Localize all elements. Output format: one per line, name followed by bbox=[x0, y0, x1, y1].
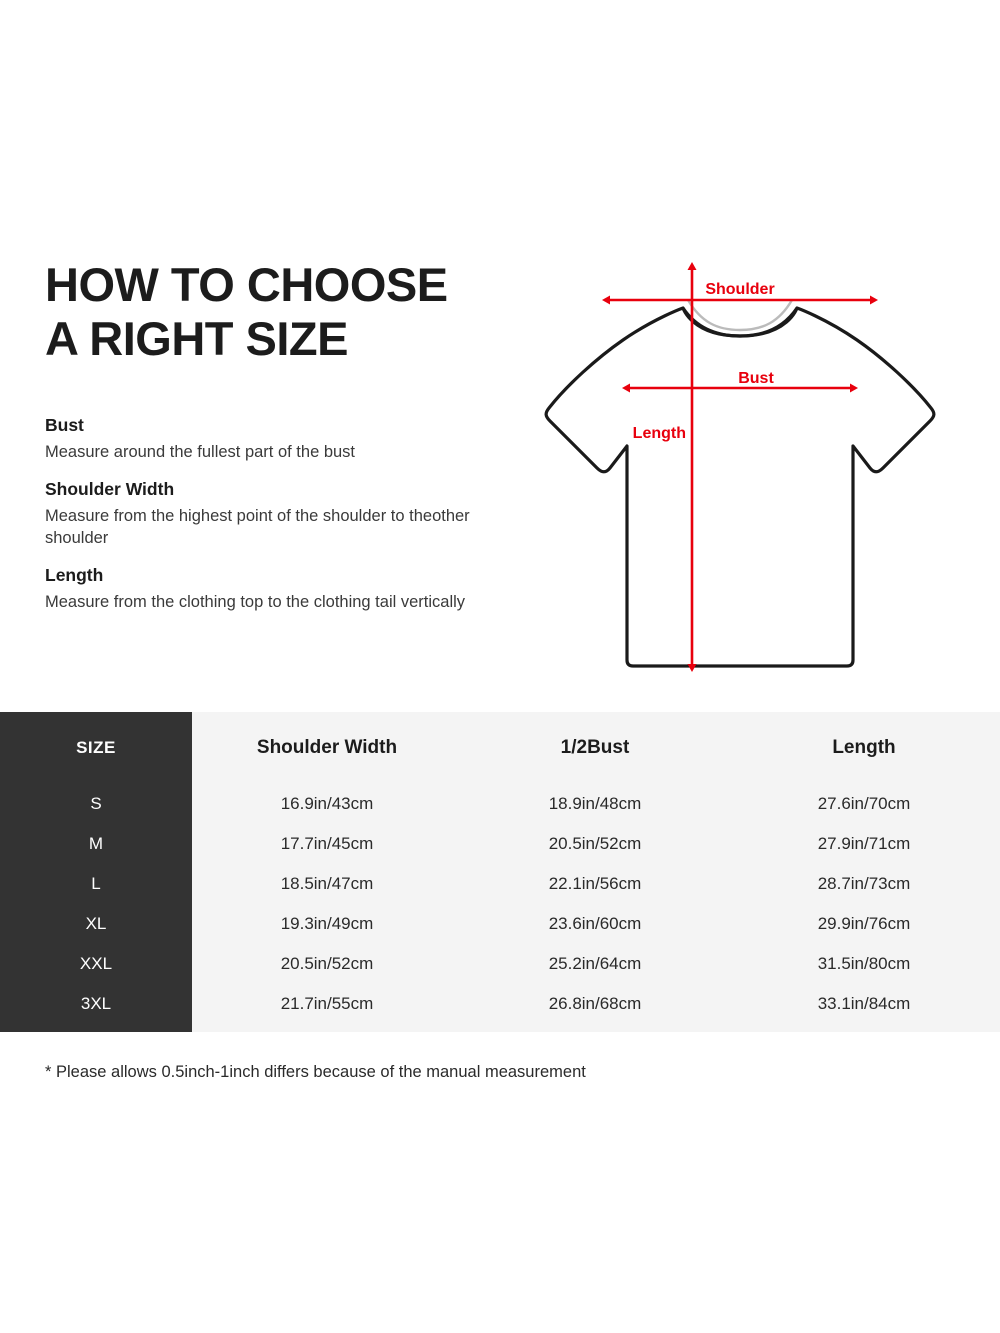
page-title bbox=[45, 258, 515, 366]
cell-length: 27.9in/71cm bbox=[817, 834, 911, 853]
cell-size: S bbox=[90, 794, 102, 813]
cell-half-bust: 23.6in/60cm bbox=[548, 914, 642, 933]
cell-shoulder-width: 17.7in/45cm bbox=[280, 834, 374, 853]
definition-shoulder-width bbox=[45, 479, 515, 549]
bust-dimension-label: Bust bbox=[738, 370, 774, 387]
page-title-line-2: A RIGHT SIZE bbox=[45, 312, 348, 365]
definition-text: Measure around the fullest part of the bust bbox=[45, 443, 356, 461]
cell-half-bust: 26.8in/68cm bbox=[548, 994, 642, 1013]
definition-length bbox=[45, 565, 515, 613]
table-row bbox=[0, 904, 1000, 944]
measurement-footnote: * Please allows 0.5inch-1inch differs because of the manual measurement bbox=[45, 1063, 586, 1081]
table-row bbox=[0, 984, 1000, 1024]
shoulder-dimension-label: Shoulder bbox=[705, 281, 775, 298]
table-header-row bbox=[0, 712, 1000, 784]
definition-text: Measure from the highest point of the shoulder to theother shoulder bbox=[45, 507, 470, 547]
cell-shoulder-width: 20.5in/52cm bbox=[280, 954, 374, 973]
cell-length: 28.7in/73cm bbox=[817, 874, 911, 893]
table-row bbox=[0, 864, 1000, 904]
cell-half-bust: 20.5in/52cm bbox=[548, 834, 642, 853]
cell-half-bust: 18.9in/48cm bbox=[548, 794, 642, 813]
cell-half-bust: 25.2in/64cm bbox=[548, 954, 642, 973]
measurement-definitions bbox=[45, 415, 515, 629]
table-row bbox=[0, 944, 1000, 984]
cell-length: 29.9in/76cm bbox=[817, 914, 911, 933]
cell-length: 27.6in/70cm bbox=[817, 794, 911, 813]
cell-size: XXL bbox=[79, 954, 113, 973]
tshirt-outline bbox=[546, 300, 934, 666]
size-table bbox=[0, 712, 1000, 1024]
definition-text: Measure from the clothing top to the clothing tail vertically bbox=[45, 593, 466, 611]
size-table-container bbox=[0, 712, 1000, 1032]
column-header-size: SIZE bbox=[76, 738, 116, 757]
column-header-shoulder-width: Shoulder Width bbox=[256, 737, 398, 758]
page-title-line-1: HOW TO CHOOSE bbox=[45, 258, 448, 311]
table-row bbox=[0, 824, 1000, 864]
cell-shoulder-width: 21.7in/55cm bbox=[280, 994, 374, 1013]
definition-title: Bust bbox=[45, 415, 84, 435]
column-header-length: Length bbox=[832, 737, 896, 758]
cell-size: 3XL bbox=[80, 994, 112, 1013]
cell-size: L bbox=[91, 874, 101, 893]
definition-title: Shoulder Width bbox=[45, 479, 175, 499]
cell-shoulder-width: 19.3in/49cm bbox=[280, 914, 374, 933]
cell-length: 33.1in/84cm bbox=[817, 994, 911, 1013]
cell-shoulder-width: 18.5in/47cm bbox=[280, 874, 374, 893]
cell-length: 31.5in/80cm bbox=[817, 954, 911, 973]
column-header-half-bust: 1/2Bust bbox=[560, 737, 630, 758]
length-dimension-label: Length bbox=[632, 425, 686, 442]
definition-bust bbox=[45, 415, 515, 463]
tshirt-diagram bbox=[505, 240, 975, 690]
cell-shoulder-width: 16.9in/43cm bbox=[280, 794, 374, 813]
cell-half-bust: 22.1in/56cm bbox=[548, 874, 642, 893]
definition-title: Length bbox=[45, 565, 104, 585]
table-row bbox=[0, 784, 1000, 824]
cell-size: XL bbox=[85, 914, 107, 933]
cell-size: M bbox=[88, 834, 104, 853]
